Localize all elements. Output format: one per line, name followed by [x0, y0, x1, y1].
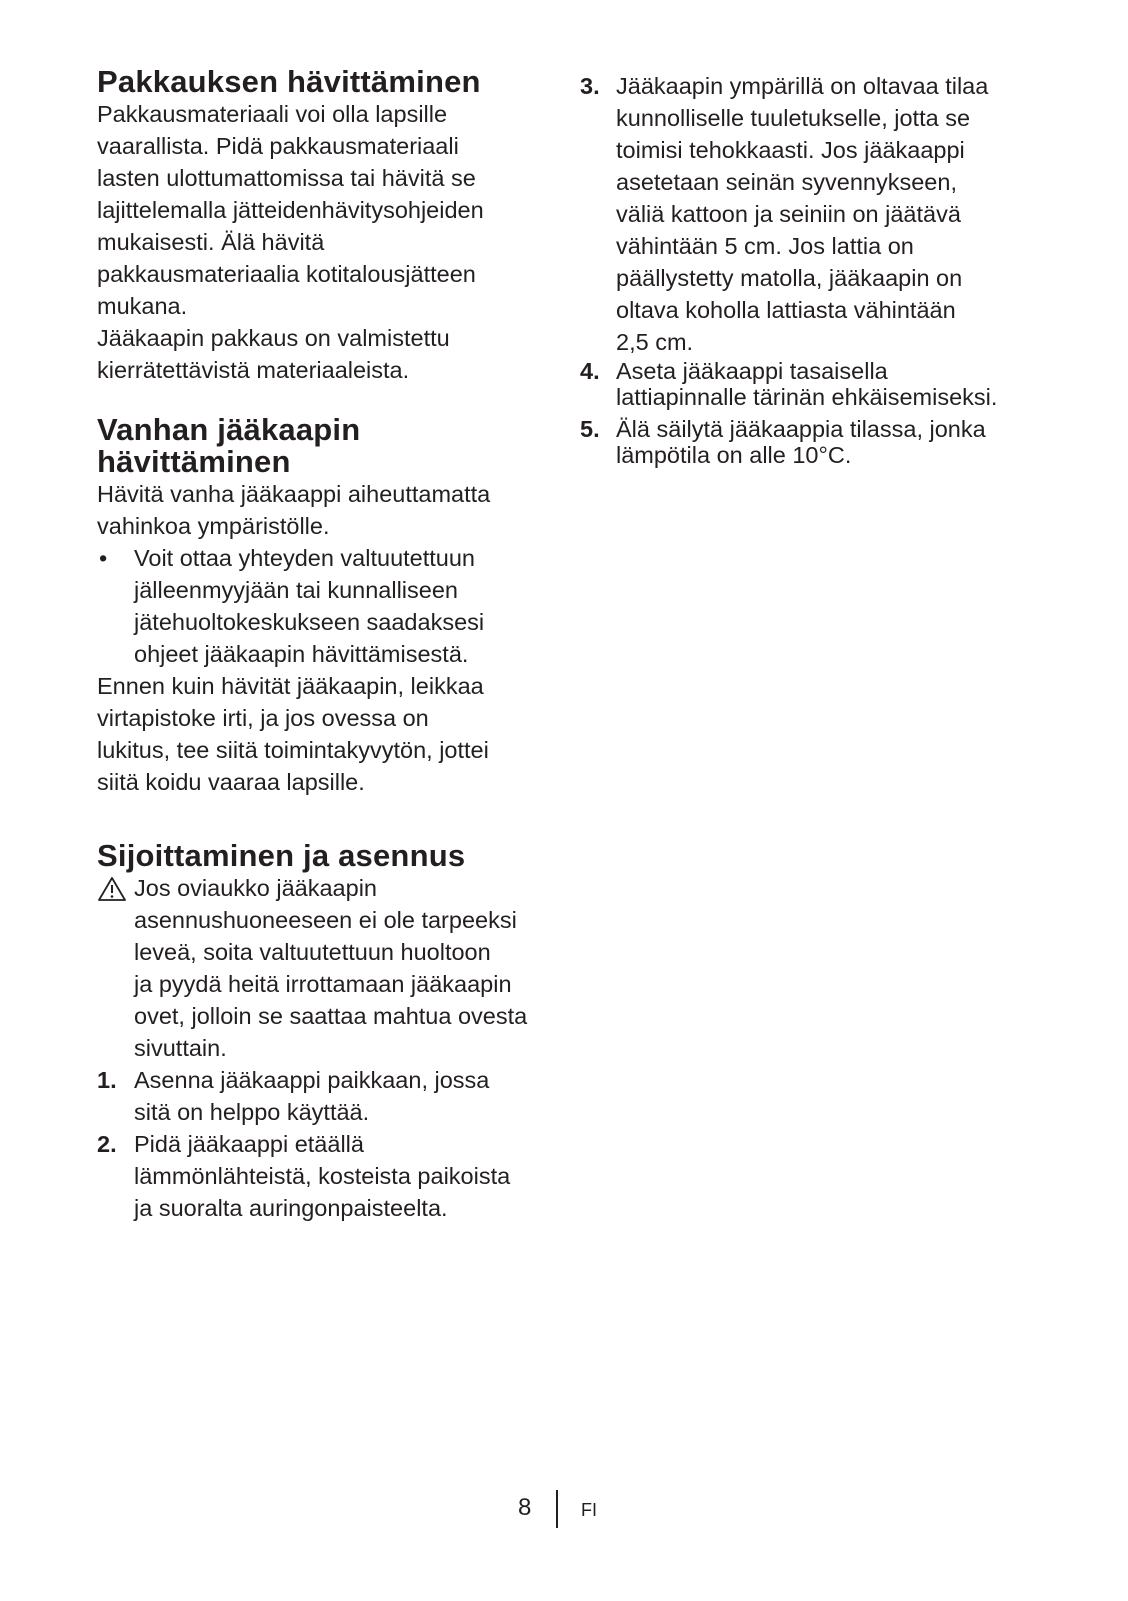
text-line: Älä säilytä jääkaappia tilassa, jonka [616, 416, 986, 442]
placement-step-2 [97, 1128, 547, 1224]
text-line: Jos oviaukko jääkaapin [134, 875, 377, 901]
step-number: 4. [580, 358, 600, 384]
text-line: jätehuoltokeskukseen saadaksesi [134, 609, 485, 635]
text-line: ovet, jolloin se saattaa mahtua ovesta [134, 1003, 528, 1029]
text-line: lämpötila on alle 10°C. [616, 442, 852, 468]
footer-divider [556, 1490, 558, 1528]
step-number: 3. [580, 73, 600, 99]
placement-step-3 [580, 70, 1050, 358]
text-line: siitä koidu vaaraa lapsille. [97, 769, 365, 795]
page-number: 8 [518, 1494, 532, 1521]
text-line: Jääkaapin pakkaus on valmistettu [97, 325, 450, 351]
placement-step-1 [97, 1064, 547, 1128]
text-line: ja pyydä heitä irrottamaan jääkaapin [134, 971, 512, 997]
placement-heading: Sijoittaminen ja asennus [97, 838, 466, 873]
bullet-marker: • [99, 545, 108, 571]
text-line: vaarallista. Pidä pakkausmateriaali [97, 133, 459, 159]
text-line: Asenna jääkaappi paikkaan, jossa [134, 1067, 490, 1093]
right-column [580, 70, 1050, 474]
text-line: oltava koholla lattiasta vähintään [616, 297, 956, 323]
disposal-heading [97, 414, 547, 478]
disposal-section [97, 414, 547, 798]
text-line: virtapistoke irti, ja jos ovessa on [97, 705, 429, 731]
text-line: lajittelemalla jätteidenhävitysohjeiden [97, 197, 484, 223]
text-line: lasten ulottumattomissa tai hävitä se [97, 165, 476, 191]
text-line: sitä on helppo käyttää. [134, 1099, 370, 1125]
text-line: Aseta jääkaappi tasaisella [616, 358, 888, 384]
text-line: vahinkoa ympäristölle. [97, 513, 330, 539]
disposal-outro [97, 670, 547, 798]
text-line: lämmönlähteistä, kosteista paikoista [134, 1163, 511, 1189]
text-line: pakkausmateriaalia kotitalousjätteen [97, 261, 476, 287]
text-line: leveä, soita valtuutettuun huoltoon [134, 939, 491, 965]
text-line: lattiapinnalle tärinän ehkäisemiseksi. [616, 384, 998, 410]
text-line: toimisi tehokkaasti. Jos jääkaappi [616, 137, 965, 163]
heading-line: Vanhan jääkaapin [97, 412, 361, 447]
text-line: Jääkaapin ympärillä on oltavaa tilaa [616, 73, 989, 99]
text-line: asetetaan seinän syvennykseen, [616, 169, 957, 195]
packaging-paragraph [97, 98, 547, 386]
placement-step-4 [580, 358, 1050, 410]
text-line: päällystetty matolla, jääkaapin on [616, 265, 963, 291]
page-footer [0, 1490, 1128, 1530]
text-line: vähintään 5 cm. Jos lattia on [616, 233, 914, 259]
language-code: FI [581, 1500, 597, 1520]
text-line: Pidä jääkaappi etäällä [134, 1131, 364, 1157]
step-number: 1. [97, 1067, 117, 1093]
text-line: Hävitä vanha jääkaappi aiheuttamatta [97, 481, 491, 507]
placement-step-5 [580, 416, 1050, 468]
step-number: 5. [580, 416, 600, 442]
step-number: 2. [97, 1131, 117, 1157]
packaging-heading: Pakkauksen hävittäminen [97, 64, 481, 99]
left-column [97, 66, 547, 1224]
placement-section [97, 840, 547, 1224]
packaging-section [97, 66, 547, 386]
text-line: Voit ottaa yhteyden valtuutettuun [134, 545, 476, 571]
text-line: ja suoralta auringonpaisteelta. [134, 1195, 448, 1221]
text-line: 2,5 cm. [616, 329, 694, 355]
text-line: väliä kattoon ja seiniin on jäätävä [616, 201, 961, 227]
disposal-intro [97, 478, 547, 542]
warning-triangle-icon [97, 876, 127, 902]
placement-warning [97, 872, 547, 1064]
text-line: Ennen kuin hävität jääkaapin, leikkaa [97, 673, 484, 699]
text-line: kunnolliselle tuuletukselle, jotta se [616, 105, 971, 131]
text-line: mukana. [97, 293, 188, 319]
text-line: kierrätettävistä materiaaleista. [97, 357, 410, 383]
text-line: asennushuoneeseen ei ole tarpeeksi [134, 907, 517, 933]
text-line: ohjeet jääkaapin hävittämisestä. [134, 641, 469, 667]
heading-line: hävittäminen [97, 444, 291, 479]
text-line: jälleenmyyjään tai kunnalliseen [134, 577, 458, 603]
disposal-bullet [97, 542, 547, 670]
text-line: mukaisesti. Älä hävitä [97, 229, 325, 255]
text-line: sivuttain. [134, 1035, 227, 1061]
text-line: Pakkausmateriaali voi olla lapsille [97, 101, 448, 127]
text-line: lukitus, tee siitä toimintakyvytön, jottei [97, 737, 489, 763]
